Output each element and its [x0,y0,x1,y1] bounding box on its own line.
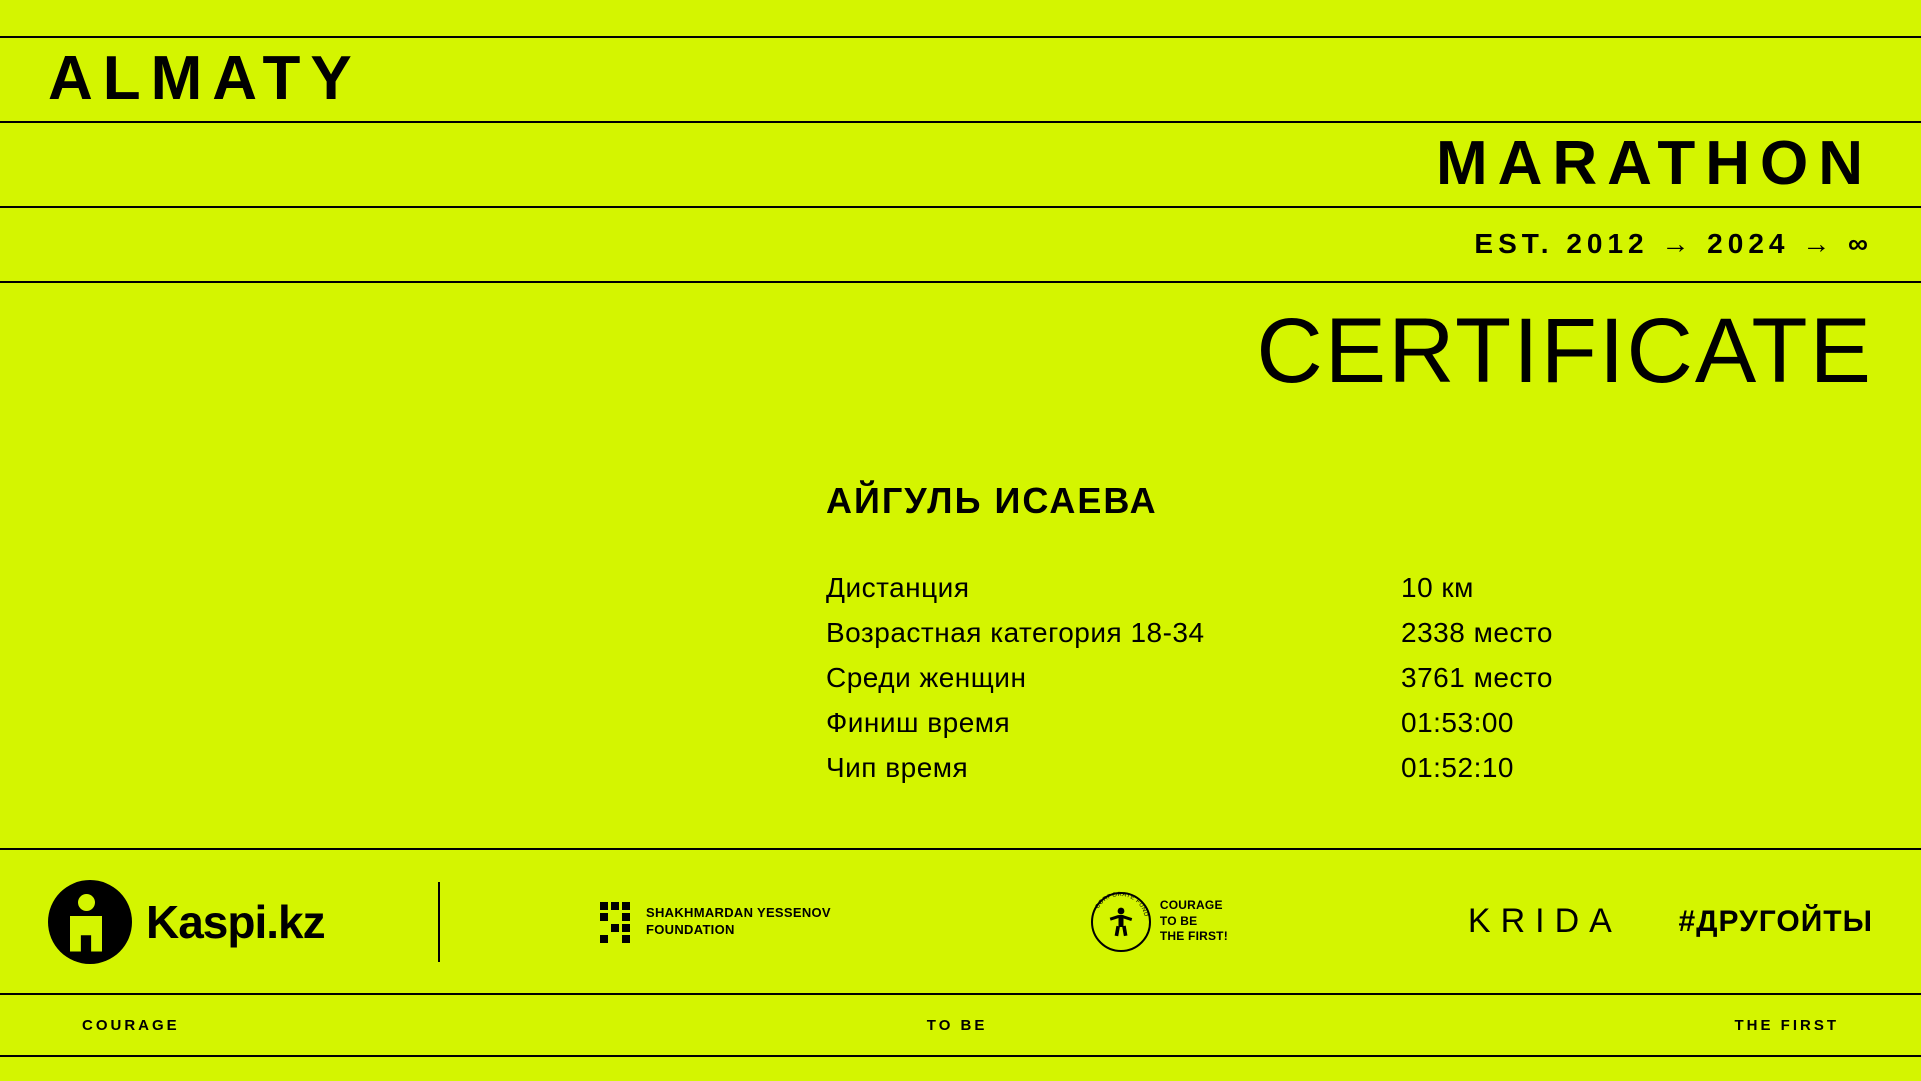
sponsor-kaspi [48,880,438,964]
yessenov-line-1: SHAKHMARDAN YESSENOV [646,905,831,921]
results-table [826,572,1826,784]
divider-line [0,281,1921,283]
corporate-fund-line-3: THE FIRST! [1159,929,1228,944]
result-value: 10 км [1401,572,1474,603]
certificate-body [826,480,1826,797]
sponsor-divider [438,882,440,962]
result-row [826,752,1826,784]
established-text: EST. 2012 → 2024 → ∞ [1474,227,1873,259]
divider-line [0,1055,1921,1057]
footer-left: COURAGE [82,1016,180,1034]
footer-right: THE FIRST [1734,1016,1839,1034]
kaspi-icon [48,880,132,964]
result-row [826,662,1826,694]
kaspi-logo [48,880,325,964]
result-row [826,572,1826,604]
brand-word-almaty: ALMATY [48,43,362,113]
result-label: Дистанция [826,572,970,603]
result-label: Финиш время [826,707,1011,738]
brand-row-marathon [0,121,1921,206]
result-value: 3761 место [1401,662,1553,693]
footer-center: TO BE [926,1016,988,1034]
result-row [826,707,1826,739]
result-label: Среди женщин [826,662,1027,693]
yessenov-wordmark [646,905,831,938]
corporate-fund-line-1: COURAGE [1159,898,1223,913]
brand-word-marathon: MARATHON [1435,128,1873,198]
sponsor-corporate-fund [1091,892,1228,952]
result-value: 01:52:10 [1401,752,1514,783]
yessenov-icon [600,902,634,942]
result-row [826,617,1826,649]
established-row [0,206,1921,281]
corporate-fund-wordmark [1160,898,1228,945]
result-label: Возрастная категория 18-34 [826,617,1205,648]
page-title: CERTIFICATE [1256,300,1873,402]
sponsor-krida: KRIDA [1467,902,1622,940]
yessenov-line-2: FOUNDATION [646,921,735,937]
brand-row-almaty [0,36,1921,121]
sponsor-strip [0,850,1921,993]
result-value: 01:53:00 [1401,707,1514,738]
sponsor-yessenov [600,902,831,942]
athlete-name: АЙГУЛЬ ИСАЕВА [826,480,1158,521]
corporate-fund-line-2: TO BE [1159,913,1198,928]
sponsor-drugoyty: #ДРУГОЙТЫ [1678,904,1873,938]
svg-text:CORPORATE FUND: CORPORATE FUND [1094,891,1149,918]
kaspi-wordmark: Kaspi.kz [146,895,325,948]
result-label: Чип время [826,752,969,783]
result-value: 2338 место [1401,617,1553,648]
corporate-fund-ring-text [1089,890,1151,952]
corporate-fund-icon [1091,892,1151,952]
footer-strip [0,995,1921,1055]
